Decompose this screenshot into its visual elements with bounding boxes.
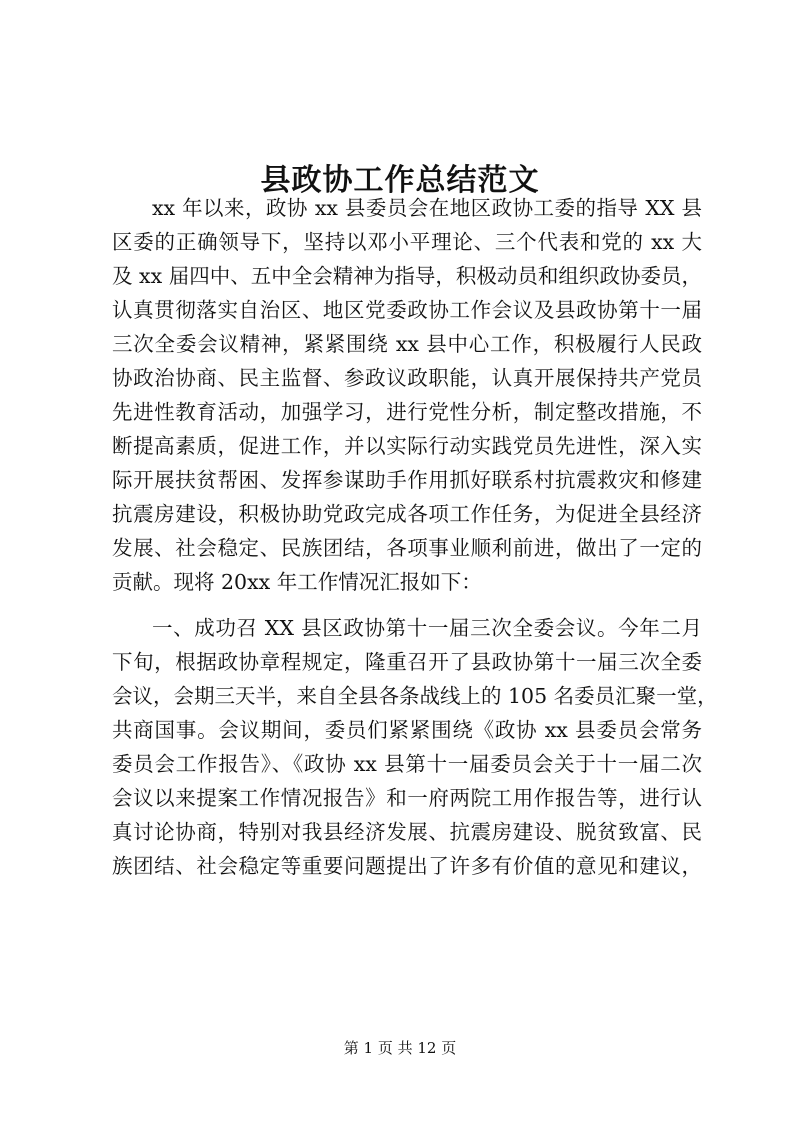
- paragraph-line: 贡献。现将 20xx 年工作情况汇报如下：: [112, 570, 482, 594]
- paragraph-line: 断提高素质，促进工作，并以实际行动实践党员先进性，深入实: [112, 434, 702, 458]
- paragraph-line: 共商国事。会议期间，委员们紧紧围绕《政协 xx 县委员会常务: [112, 718, 702, 742]
- paragraph-line: 族团结、社会稳定等重要问题提出了许多有价值的意见和建议，: [112, 854, 702, 878]
- page-footer: 第 1 页 共 12 页: [343, 1039, 457, 1057]
- paragraph-line: 发展、社会稳定、民族团结，各项事业顺利前进，做出了一定的: [112, 536, 702, 560]
- paragraph-line: 一、成功召 XX 县区政协第十一届三次全委会议。今年二月: [152, 616, 702, 640]
- paragraph-line: 委员会工作报告》、《政协 xx 县第十一届委员会关于十一届二次: [112, 752, 702, 776]
- paragraph-line: 协政治协商、民主监督、参政议政职能，认真开展保持共产党员: [112, 366, 702, 390]
- paragraph-line: 及 xx 届四中、五中全会精神为指导，积极动员和组织政协委员，: [112, 264, 702, 288]
- paragraph-line: 区委的正确领导下，坚持以邓小平理论、三个代表和党的 xx 大: [112, 230, 702, 254]
- paragraph-line: 下旬，根据政协章程规定，隆重召开了县政协第十一届三次全委: [112, 650, 702, 674]
- paragraph-line: 会议，会期三天半，来自全县各条战线上的 105 名委员汇聚一堂，: [112, 684, 718, 708]
- paragraph-line: 先进性教育活动，加强学习，进行党性分析，制定整改措施，不: [112, 400, 702, 424]
- paragraph-line: xx 年以来，政协 xx 县委员会在地区政协工委的指导 XX 县: [152, 196, 702, 220]
- paragraph-line: 抗震房建设，积极协助党政完成各项工作任务，为促进全县经济: [112, 502, 702, 526]
- paragraph-line: 际开展扶贫帮困、发挥参谋助手作用抓好联系村抗震救灾和修建: [112, 468, 702, 492]
- paragraph-line: 认真贯彻落实自治区、地区党委政协工作会议及县政协第十一届: [112, 298, 702, 322]
- page-title: 县政协工作总结范文: [260, 163, 540, 199]
- paragraph-line: 三次全委会议精神，紧紧围绕 xx 县中心工作，积极履行人民政: [112, 332, 702, 356]
- paragraph-line: 真讨论协商，特别对我县经济发展、抗震房建设、脱贫致富、民: [112, 820, 702, 844]
- paragraph-line: 会议以来提案工作情况报告》和一府两院工用作报告等，进行认: [112, 786, 702, 810]
